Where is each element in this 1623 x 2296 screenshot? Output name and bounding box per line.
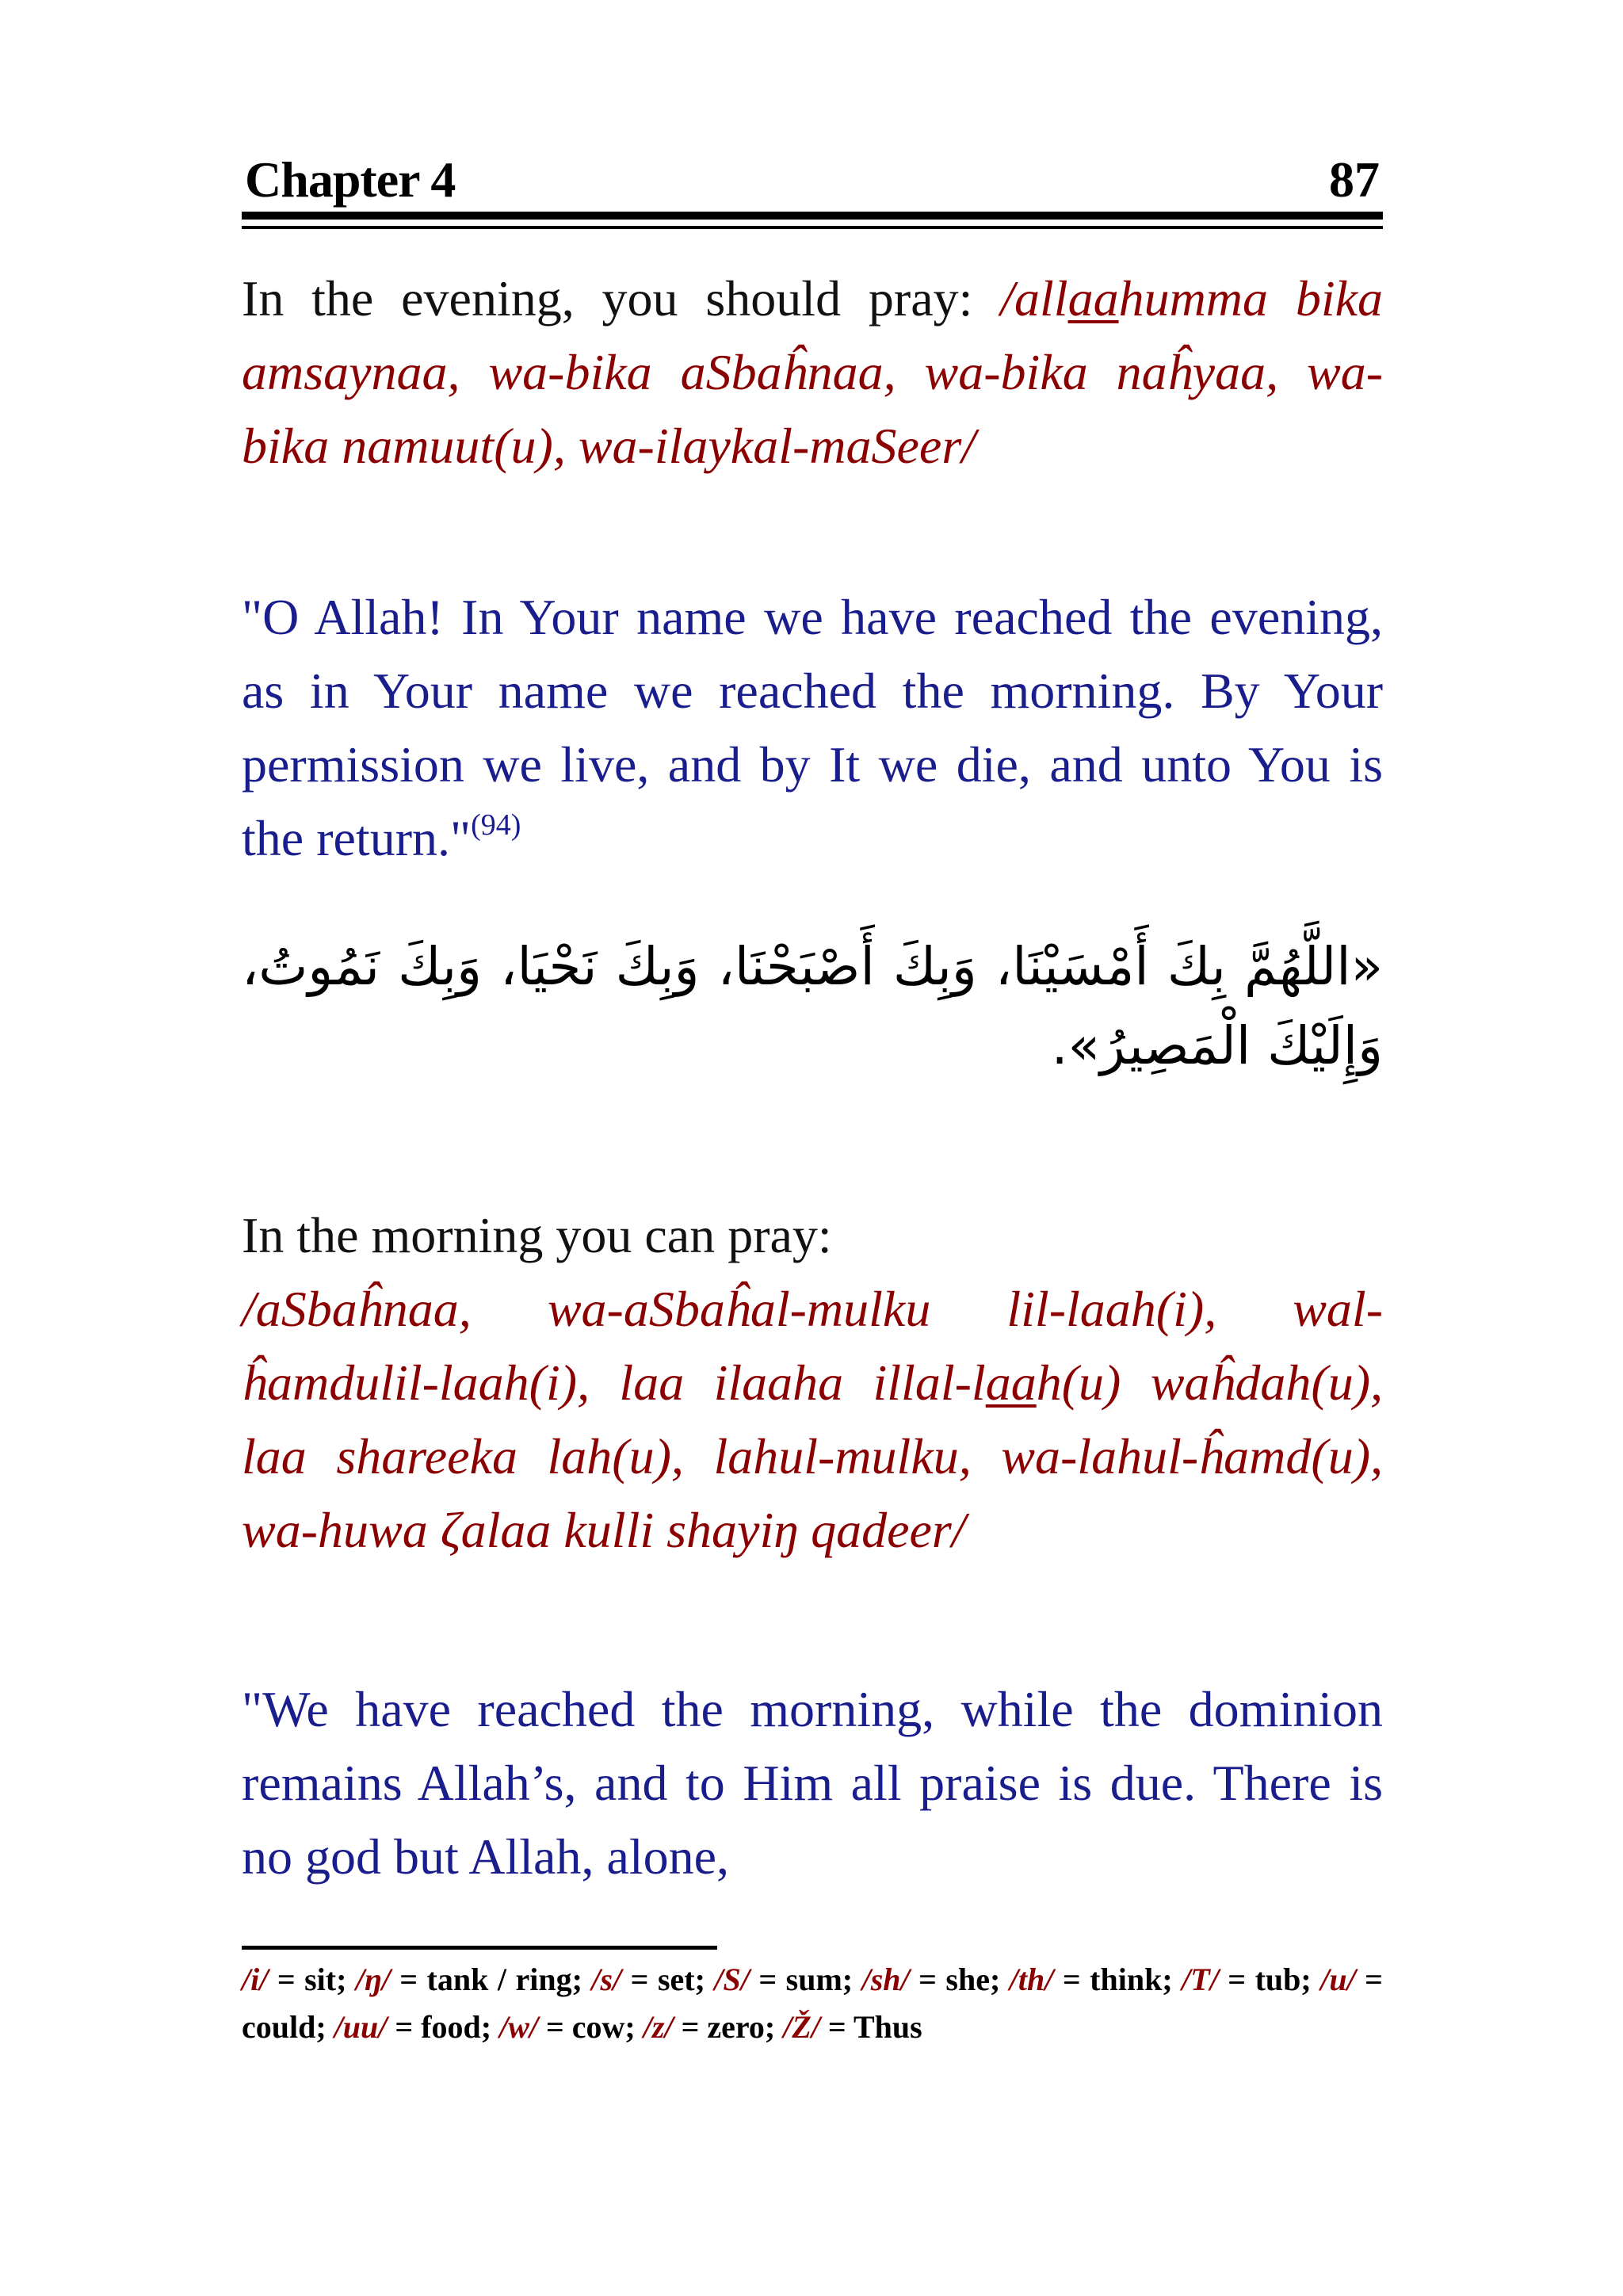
key-item: /sh/ = she; [861, 1962, 1010, 1997]
key-item: /S/ = sum; [714, 1962, 862, 1997]
key-item: /ŋ/ = tank / ring; [355, 1962, 592, 1997]
evening-translation: "O Allah! In Your name we have reached the evening, as in Your name we reached the morning. By Your permission we live, and by It we die, and unto You is the return."$^{(94)}$ [242, 589, 1383, 866]
evening-paragraph [242, 262, 1383, 483]
footnote-reference: (94) [471, 808, 521, 842]
header-rule-thin [242, 226, 1383, 229]
key-item: /th/ = think; [1009, 1962, 1182, 1997]
evening-intro: In the evening, you should pray: [242, 270, 1001, 327]
key-item: /Ž/ = Thus [783, 2009, 922, 2045]
header-rule-thick [242, 212, 1383, 220]
chapter-title: Chapter 4 [245, 151, 456, 208]
evening-arabic-text: «اللَّهُمَّ بِكَ أَمْسَيْنَا، وَبِكَ أَصْبَحْنَا، وَبِكَ نَحْيَا، وَبِكَ نَمُوتُ، وَإِلَيْكَ الْمَصِيرُ». [242, 936, 1383, 1076]
page-number: 87 [1329, 151, 1380, 208]
evening-transliteration: /allaahumma bika amsaynaa, wa-bika aSbaĥnaa, wa-bika naĥyaa, wa-bika namuut(u), wa-ilaykal-maSeer/ [242, 270, 1384, 474]
page-header [242, 151, 1383, 206]
key-item: /z/ = zero; [643, 2009, 784, 2045]
footnote-rule [242, 1946, 717, 1950]
morning-intro: In the morning you can pray: [242, 1207, 832, 1263]
key-item: /u/ = could; [242, 1962, 1383, 2045]
key-item: /i/ = sit; [242, 1962, 356, 1997]
key-item: /w/ = cow; [499, 2009, 643, 2045]
key-item: /T/ = tub; [1182, 1962, 1321, 1997]
key-item: /uu/ = food; [334, 2009, 500, 2045]
pronunciation-key-footnote [242, 1956, 1383, 2051]
morning-translation: "We have reached the morning, while the dominion remains Allah’s, and to Him all praise is due. There is no god but Allah, alone, [242, 1681, 1383, 1885]
key-item: /s/ = set; [591, 1962, 715, 1997]
morning-transliteration: /aSbaĥnaa, wa-aSbaĥal-mulku lil-laah(i), wal-ĥamdulil-laah(i), laa ilaaha illal-laah(u) waĥdah(u), laa shareeka lah(u), lahul-mulku, wa-lahul-ĥamd(u), wa-huwa ζalaa kulli shayiŋ qadeer/ [242, 1281, 1383, 1558]
